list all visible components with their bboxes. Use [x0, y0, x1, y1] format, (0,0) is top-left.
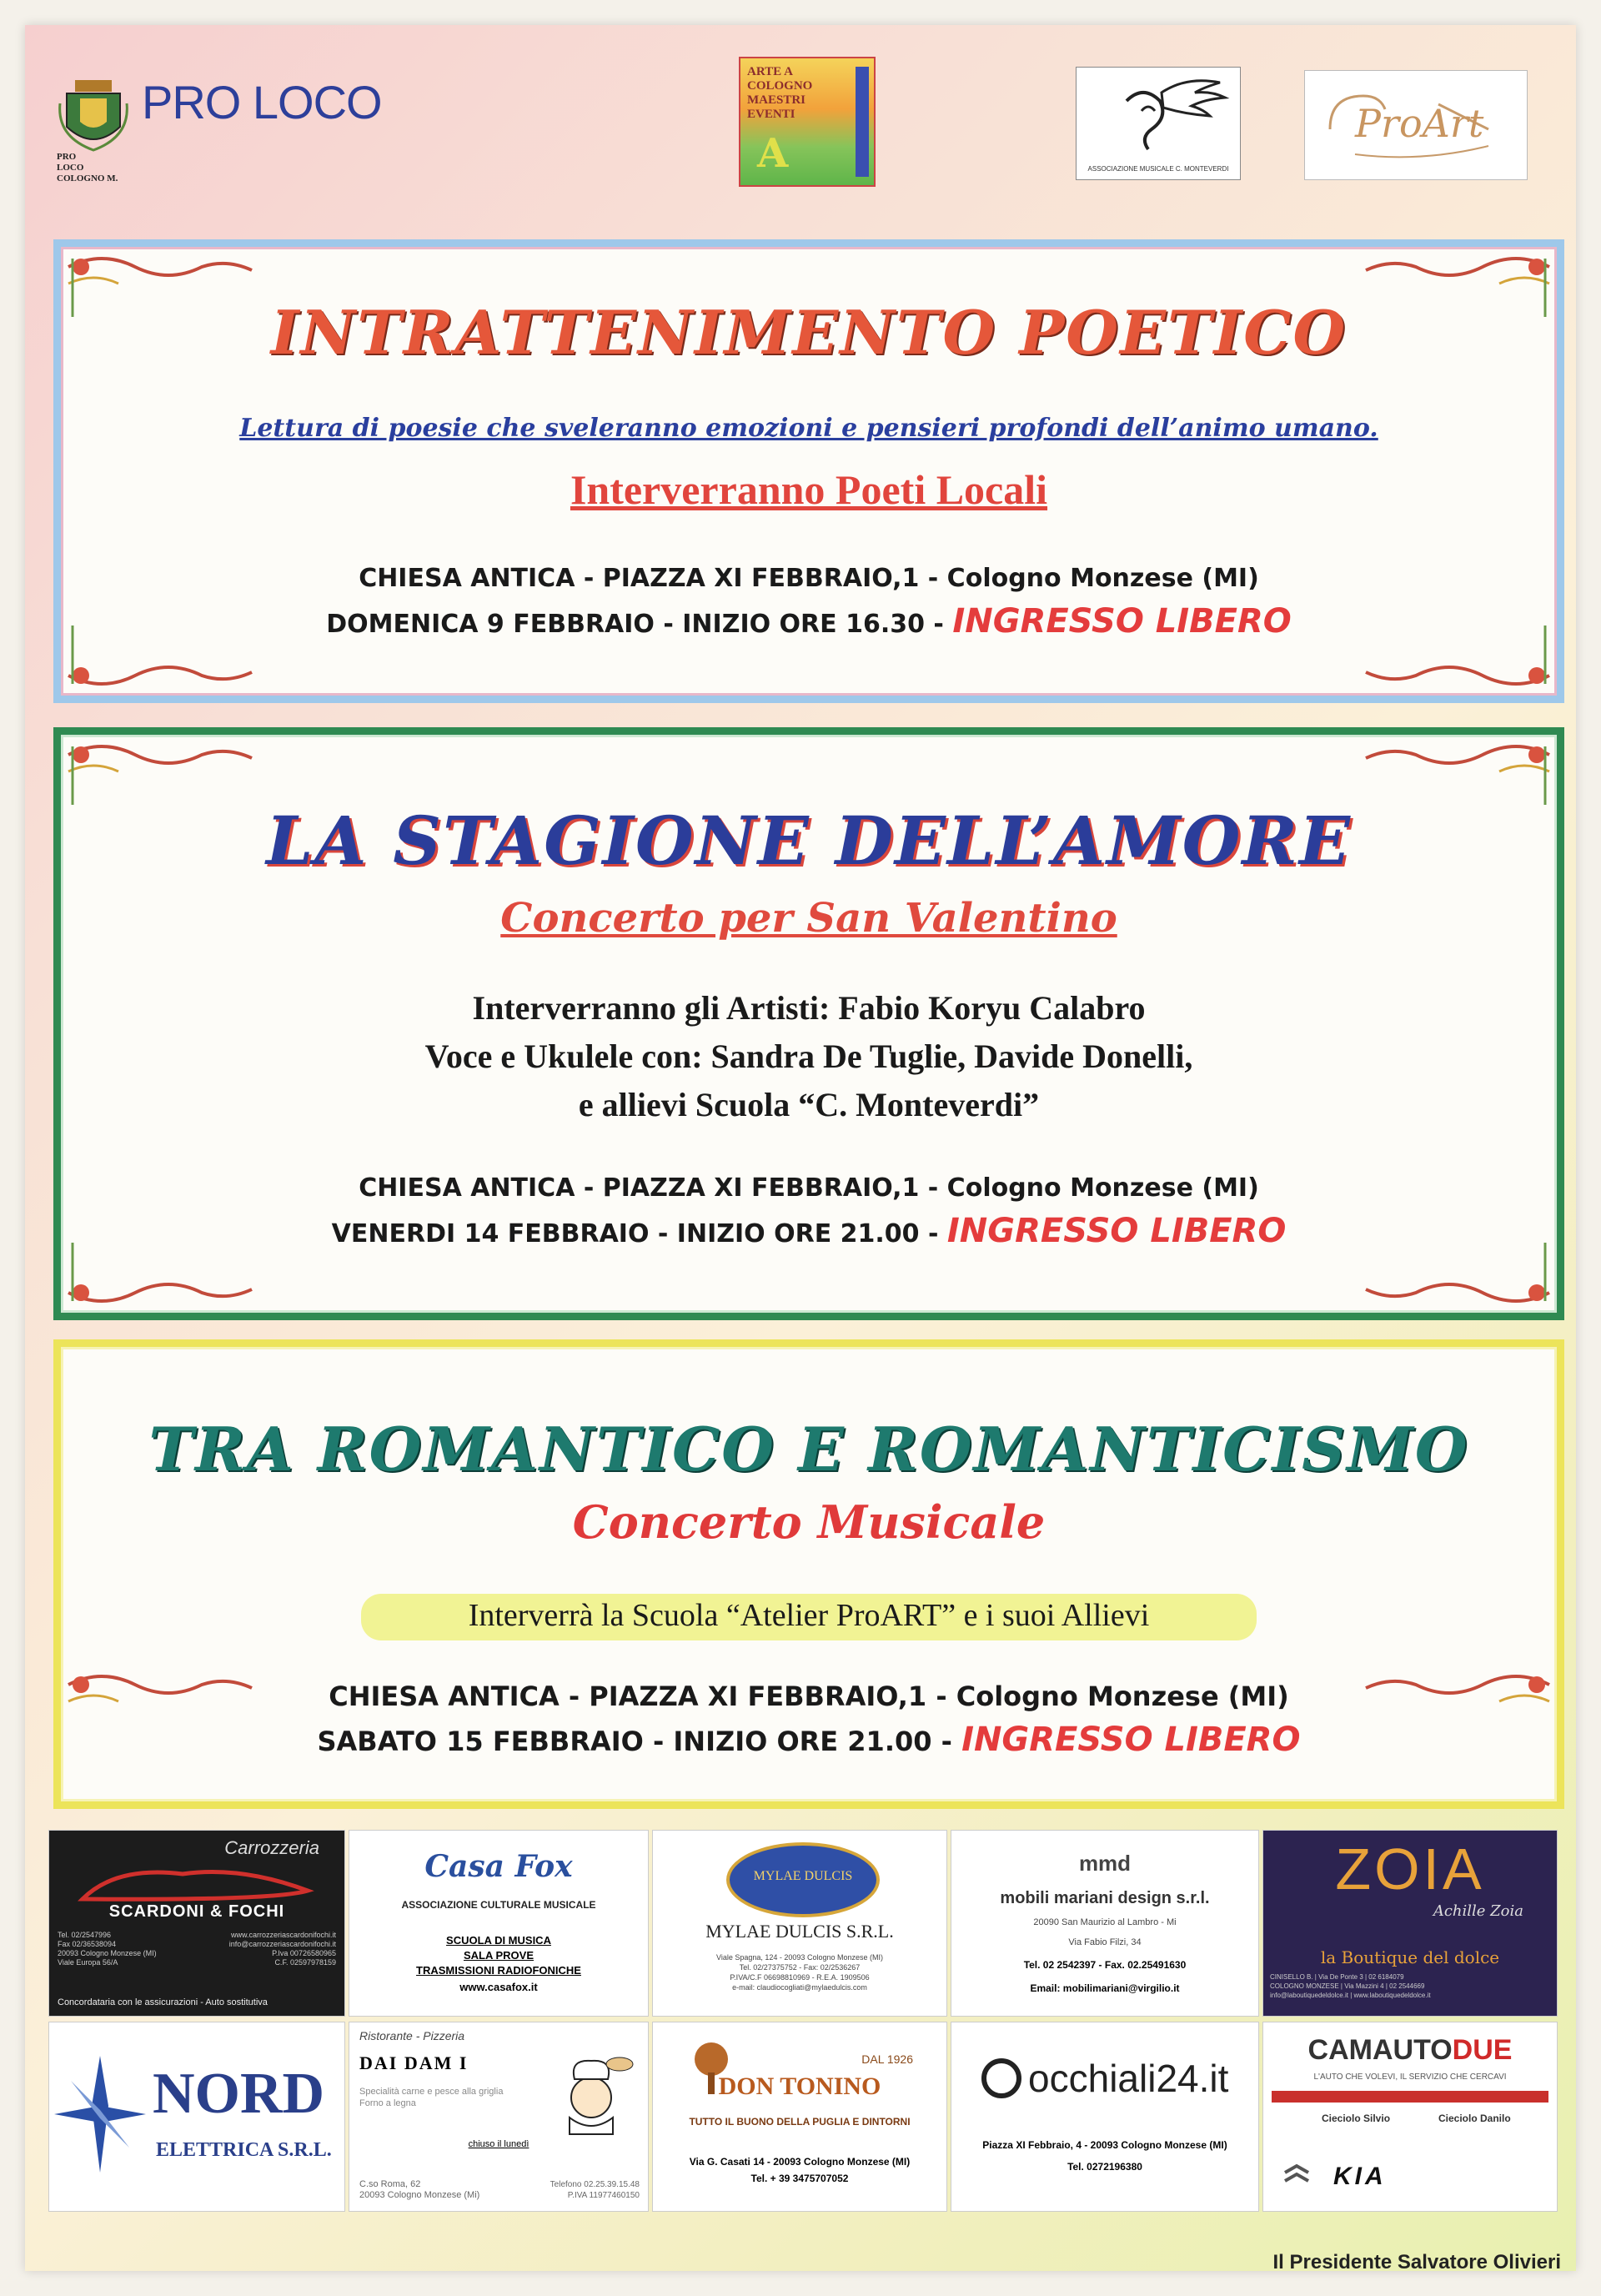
event3-datetime: SABATO 15 FEBBRAIO - INIZIO ORE 21.00 -: [317, 1726, 962, 1757]
event1-datetime: DOMENICA 9 FEBBRAIO - INIZIO ORE 16.30 -: [326, 610, 953, 639]
proloco-brand: PRO LOCO: [142, 76, 382, 128]
nord-name: NORD: [153, 2062, 325, 2126]
proart-text: ProArt: [1355, 101, 1484, 146]
sponsor-scardoni-fochi: [48, 1830, 345, 2017]
dontonino-addr: Via G. Casati 14 - 20093 Cologno Monzese (MI): [689, 2156, 911, 2168]
mylae-badge-text: MYLAE DULCIS: [753, 1869, 853, 1883]
occhiali-tel: Tel. 0272196380: [1067, 2161, 1142, 2173]
occhiali-addr: Piazza XI Febbraio, 4 - 20093 Cologno Monzese (MI): [982, 2139, 1227, 2151]
mmd-mail: Email: mobilimariani@virgilio.it: [1030, 1982, 1180, 1994]
mylae-name: MYLAE DULCIS S.R.L.: [705, 1921, 894, 1942]
mmd-addr: 20090 San Maurizio al Lambro - Mi: [1033, 1917, 1177, 1927]
daidami-desc: Specialità carne e pesce alla griglia Forno a legna: [359, 2087, 504, 2108]
event-card-romantico: [53, 1339, 1564, 1809]
casafox-line1: SCUOLA DI MUSICA: [446, 1934, 551, 1947]
event2-title: LA STAGIONE DELL’AMORE: [266, 801, 1352, 880]
event-card-poetico: [53, 239, 1564, 703]
sponsor-mylae-dulcis: [652, 1830, 947, 2017]
dontonino-name: DON TONINO: [718, 2072, 881, 2100]
citroen-icon: [1280, 2156, 1313, 2189]
sponsor-kind: Carrozzeria: [224, 1837, 319, 1858]
event1-title: INTRATTENIMENTO POETICO: [270, 297, 1348, 368]
event1-performers: Interverranno Poeti Locali: [570, 466, 1048, 513]
camauto-logo: [1263, 2034, 1557, 2067]
daidami-closed: chiuso il lunedì: [468, 2139, 529, 2149]
sponsor-name: SCARDONI & FOCHI: [108, 1902, 285, 1921]
event3-datetime-line: [61, 1721, 1557, 1759]
zoia-details: CINISELLO B. | Via De Ponte 3 | 02 6184079 COLOGNO MONZESE | Via Mazzini 4 | 02 2544669 info@laboutiquedeldolce.it | www.laboutiquedeldolce.it: [1270, 1973, 1431, 1999]
sponsor-web: www.carrozzeriascardonifochi.it info@carrozzeriascardonifochi.it P.Iva 00726580965 C.F. 02597978159: [228, 1931, 336, 1967]
camauto-brand: KIA: [1333, 2163, 1387, 2190]
winged-ear-icon: [1077, 68, 1240, 159]
monteverdi-logo: [1076, 67, 1241, 180]
mylae-details: Viale Spagna, 124 - 20093 Cologno Monzese (MI) Tel. 02/27375752 - Fax: 02/2536267 P.IVA/C.F 06698810969 - R.E.A. 1909506 e-mail: claudiocogliati@mylaedulcis.com: [716, 1953, 883, 1992]
camauto-person2: Cieciolo Danilo: [1438, 2113, 1511, 2124]
zoia-sig: Achille Zoia: [1433, 1902, 1523, 1920]
event2-line3: e allievi Scuola “C. Monteverdi”: [578, 1086, 1040, 1123]
arte-logo-text: ARTE A COLOGNO MAESTRI EVENTI: [747, 65, 813, 121]
president-signature: Il Presidente Salvatore Olivieri: [1272, 2251, 1561, 2273]
sponsor-nord-elettrica: [48, 2022, 345, 2212]
dontonino-tag: TUTTO IL BUONO DELLA PUGLIA E DINTORNI: [689, 2116, 911, 2128]
sponsor-note: Concordataria con le assicurazioni - Auto sostitutiva: [58, 1997, 268, 2007]
nord-sub: ELETTRICA S.R.L.: [156, 2139, 332, 2161]
event1-venue: CHIESA ANTICA - PIAZZA XI FEBBRAIO,1 - Cologno Monzese (MI): [359, 564, 1259, 593]
proart-logo: [1304, 70, 1528, 180]
occhiali-logo-row: [951, 2056, 1258, 2101]
event3-entry: INGRESSO LIBERO: [961, 1721, 1301, 1759]
coat-of-arms-icon: [55, 78, 132, 153]
dontonino-tel: Tel. + 39 3475707052: [750, 2173, 849, 2184]
daidami-kind: Ristorante - Pizzeria: [359, 2029, 465, 2042]
camauto-person1: Cieciolo Silvio: [1322, 2113, 1391, 2124]
dontonino-since: DAL 1926: [861, 2052, 913, 2066]
camauto-tag: L'AUTO CHE VOLEVI, IL SERVIZIO CHE CERCAVI: [1313, 2072, 1507, 2082]
sponsor-dai-dami: [349, 2022, 649, 2212]
sponsor-casa-fox: [349, 1830, 649, 2017]
mmd-tel: Tel. 02 2542397 - Fax. 02.25491630: [1023, 1959, 1187, 1971]
daidami-name: DAI DAM I: [359, 2052, 469, 2073]
casafox-assoc: ASSOCIAZIONE CULTURALE MUSICALE: [401, 1899, 596, 1911]
casafox-web: www.casafox.it: [459, 1981, 538, 1993]
event2-line1: Interverranno gli Artisti: Fabio Koryu Calabro: [472, 989, 1146, 1027]
event3-subtitle: Concerto Musicale: [572, 1495, 1046, 1549]
zoia-tag: la Boutique del dolce: [1320, 1947, 1500, 1967]
sponsor-zoia: [1262, 1830, 1558, 2017]
event2-datetime: VENERDI 14 FEBBRAIO - INIZIO ORE 21.00 -: [331, 1219, 947, 1248]
sponsor-occhiali24: [951, 2022, 1259, 2212]
mmd-name: mobili mariani design s.r.l.: [1000, 1889, 1210, 1907]
daidami-addr: C.so Roma, 62 20093 Cologno Monzese (Mi): [359, 2179, 480, 2200]
ac-monogram: A: [757, 130, 789, 177]
event-card-amore: [53, 727, 1564, 1320]
occhiali-name: occhiali24.it: [1028, 2057, 1229, 2100]
event1-datetime-line: [61, 602, 1557, 641]
chef-icon: [548, 2047, 640, 2139]
sponsor-mobili-mariani: [951, 1830, 1259, 2017]
sponsor-camauto-due: [1262, 2022, 1558, 2212]
event3-title: TRA ROMANTICO E ROMANTICISMO: [148, 1414, 1469, 1485]
camauto-bar: [1272, 2091, 1548, 2103]
casafox-line3: TRASMISSIONI RADIOFONICHE: [416, 1964, 581, 1977]
event2-subtitle: Concerto per San Valentino: [500, 895, 1117, 942]
mylae-badge: [726, 1842, 880, 1917]
sponsor-don-tonino: [652, 2022, 947, 2212]
monteverdi-caption: ASSOCIAZIONE MUSICALE C. MONTEVERDI: [1087, 165, 1229, 173]
proloco-logo: [55, 70, 389, 187]
daidami-tel: Telefono 02.25.39.15.48 P.IVA 11977460150: [550, 2180, 640, 2200]
event1-subtitle: Lettura di poesie che sveleranno emozioni e pensieri profondi dell’animo umano.: [239, 414, 1378, 443]
casafox-line2: SALA PROVE: [463, 1949, 535, 1962]
mmd-street: Via Fabio Filzi, 34: [1068, 1937, 1142, 1947]
zoia-name: ZOIA: [1335, 1836, 1485, 1902]
glasses-icon: [981, 2058, 1021, 2098]
mmd-mark: mmd: [1078, 1851, 1132, 1876]
event2-line2: Voce e Ukulele con: Sandra De Tuglie, Davide Donelli,: [424, 1037, 1193, 1075]
proloco-badge: PRO LOCO COLOGNO M.: [57, 152, 118, 183]
event1-entry: INGRESSO LIBERO: [952, 602, 1292, 641]
event2-venue: CHIESA ANTICA - PIAZZA XI FEBBRAIO,1 - Cologno Monzese (MI): [359, 1173, 1259, 1203]
casafox-logo: Casa Fox: [424, 1849, 573, 1884]
arte-logo: [739, 57, 876, 187]
camauto-due: DUE: [1452, 2034, 1513, 2066]
event3-performers: Interverrà la Scuola “Atelier ProART” e i suoi Allievi: [468, 1598, 1150, 1633]
sponsor-contact: Tel. 02/2547996 Fax 02/36538094 20093 Cologno Monzese (MI) Viale Europa 56/A: [58, 1931, 157, 1967]
event2-datetime-line: [61, 1212, 1557, 1250]
camauto-name: CAMAUTO: [1307, 2034, 1453, 2066]
compass-star-icon: [54, 2056, 146, 2173]
event3-venue: CHIESA ANTICA - PIAZZA XI FEBBRAIO,1 - Cologno Monzese (MI): [329, 1681, 1289, 1712]
event2-entry: INGRESSO LIBERO: [946, 1212, 1287, 1250]
